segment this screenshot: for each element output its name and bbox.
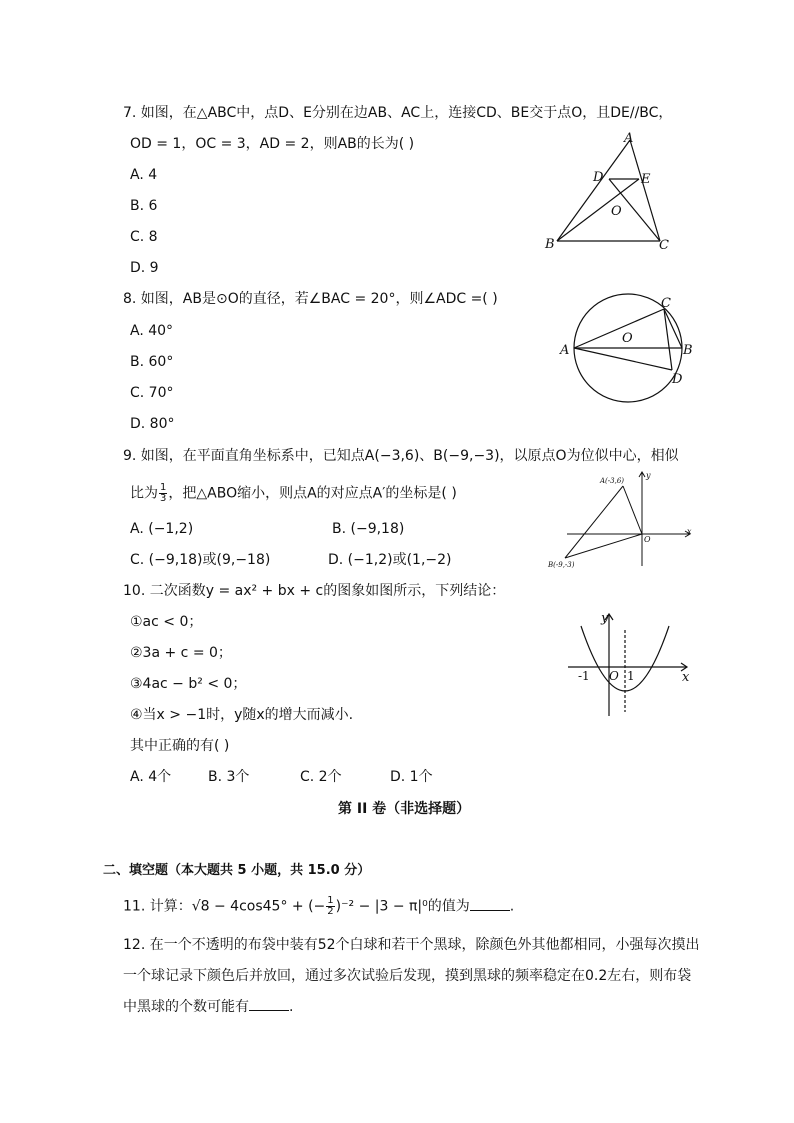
q10-option-a: A. 4个 bbox=[130, 769, 172, 785]
q7-stem-line2: OD = 1，OC = 3，AD = 2，则AB的长为( ) bbox=[130, 136, 415, 152]
q7-label-b: B bbox=[545, 237, 555, 252]
q11-text-pre: 11. 计算：√8 − 4cos45° + (− bbox=[123, 898, 326, 915]
q9-segment-bo bbox=[565, 534, 642, 558]
q9-ratio-denominator: 3 bbox=[160, 493, 167, 504]
q9-option-d: D. (−1,2)或(1,−2) bbox=[328, 552, 452, 568]
q10-label-o: O bbox=[609, 669, 619, 683]
q8-label-o: O bbox=[622, 331, 633, 346]
q10-option-d: D. 1个 bbox=[390, 769, 433, 785]
q12-line1: 12. 在一个不透明的布袋中装有52个白球和若干个黑球，除颜色外其他都相同，小强每次摸出 bbox=[123, 937, 700, 953]
q10-statement-2: ②3a + c = 0； bbox=[130, 645, 232, 661]
q8-option-d: D. 80° bbox=[130, 416, 175, 432]
q11-answer-blank[interactable] bbox=[470, 898, 510, 911]
q8-option-c: C. 70° bbox=[130, 385, 174, 401]
q7-option-a: A. 4 bbox=[130, 167, 158, 183]
q9-label-a: A(-3,6) bbox=[600, 477, 625, 485]
q9-stem-line2 bbox=[130, 483, 457, 504]
q7-option-b: B. 6 bbox=[130, 198, 158, 214]
q7-label-o: O bbox=[611, 204, 622, 219]
q7-triangle-figure bbox=[540, 128, 680, 253]
q10-stem: 10. 二次函数y = ax² + bx + c的图象如图所示，下列结论： bbox=[123, 583, 506, 599]
q8-option-a: A. 40° bbox=[130, 323, 174, 339]
q8-option-b: B. 60° bbox=[130, 354, 174, 370]
q10-option-c: C. 2个 bbox=[300, 769, 342, 785]
q10-label-x: x bbox=[682, 670, 690, 685]
q9-label-o: O bbox=[644, 535, 651, 544]
q10-statement-4: ④当x > −1时，y随x的增大而减小. bbox=[130, 707, 354, 723]
q11-text-post: )⁻² − |3 − π|⁰的值为 bbox=[335, 898, 470, 915]
q8-chord-ad bbox=[574, 348, 672, 370]
q8-chord-ac bbox=[574, 309, 664, 348]
q9-ratio-fraction bbox=[159, 483, 167, 504]
q8-label-c: C bbox=[661, 296, 671, 311]
q12-line3 bbox=[123, 998, 293, 1016]
q9-option-b: B. (−9,18) bbox=[332, 521, 405, 537]
q8-label-b: B bbox=[683, 343, 693, 358]
q9-stem-line2-post: ，把△ABO缩小，则点A的对应点A′的坐标是( ) bbox=[168, 485, 457, 502]
q7-label-e: E bbox=[641, 172, 651, 187]
q9-option-c: C. (−9,18)或(9,−18) bbox=[130, 552, 271, 568]
q10-label-y: y bbox=[601, 611, 609, 626]
q8-stem: 8. 如图，AB是⊙O的直径，若∠BAC = 20°，则∠ADC =( ) bbox=[123, 291, 498, 307]
q9-stem-line2-pre: 比为 bbox=[130, 485, 158, 502]
q9-ratio-numerator: 1 bbox=[160, 482, 167, 493]
q11-fraction-denominator: 2 bbox=[327, 906, 334, 917]
q7-option-d: D. 9 bbox=[130, 260, 159, 276]
q10-label-one: 1 bbox=[627, 669, 635, 683]
q9-option-a: A. (−1,2) bbox=[130, 521, 194, 537]
q12-answer-blank[interactable] bbox=[249, 998, 289, 1011]
q9-label-b: B(-9,-3) bbox=[548, 561, 575, 569]
q8-label-d: D bbox=[672, 372, 683, 387]
q9-segment-ao bbox=[623, 486, 642, 534]
q9-coordinate-figure bbox=[545, 468, 695, 573]
q9-label-y: y bbox=[646, 471, 651, 480]
q10-statement-3: ③4ac − b² < 0； bbox=[130, 676, 247, 692]
q11-end: . bbox=[509, 898, 515, 915]
part2-title: 第 II 卷（非选择题） bbox=[338, 801, 471, 817]
q9-label-x: x bbox=[687, 527, 692, 536]
q7-stem-line1: 7. 如图，在△ABC中，点D、E分别在边AB、AC上，连接CD、BE交于点O，且DE//BC， bbox=[123, 105, 673, 121]
q8-label-a: A bbox=[560, 343, 570, 358]
q9-segment-ab bbox=[565, 486, 623, 558]
q11-fraction-numerator: 1 bbox=[327, 895, 334, 906]
q10-option-b: B. 3个 bbox=[208, 769, 250, 785]
q7-option-c: C. 8 bbox=[130, 229, 158, 245]
q12-line2: 一个球记录下颜色后并放回，通过多次试验后发现，摸到黑球的频率稳定在0.2左右，则布袋 bbox=[123, 968, 692, 984]
q7-segment-be bbox=[557, 179, 639, 241]
q12-line3-text: 中黑球的个数可能有 bbox=[123, 999, 249, 1015]
q9-stem-line1: 9. 如图，在平面直角坐标系中，已知点A(−3,6)、B(−9,−3)，以原点O为位似中心，相似 bbox=[123, 448, 679, 464]
section2-title: 二、填空题（本大题共 5 小题，共 15.0 分） bbox=[103, 863, 371, 878]
q10-prompt: 其中正确的有( ) bbox=[130, 738, 230, 754]
q8-circle-figure bbox=[555, 290, 700, 405]
q7-label-c: C bbox=[659, 238, 669, 253]
q7-label-d: D bbox=[593, 170, 604, 185]
q11-fraction bbox=[326, 896, 334, 917]
q10-label-neg1: -1 bbox=[578, 669, 590, 683]
q7-side-ac bbox=[630, 140, 660, 241]
q7-label-a: A bbox=[624, 131, 634, 146]
q11-stem bbox=[123, 896, 514, 917]
q12-end: . bbox=[289, 999, 294, 1015]
q10-parabola-figure bbox=[565, 606, 695, 718]
q10-statement-1: ①ac < 0； bbox=[130, 614, 203, 630]
